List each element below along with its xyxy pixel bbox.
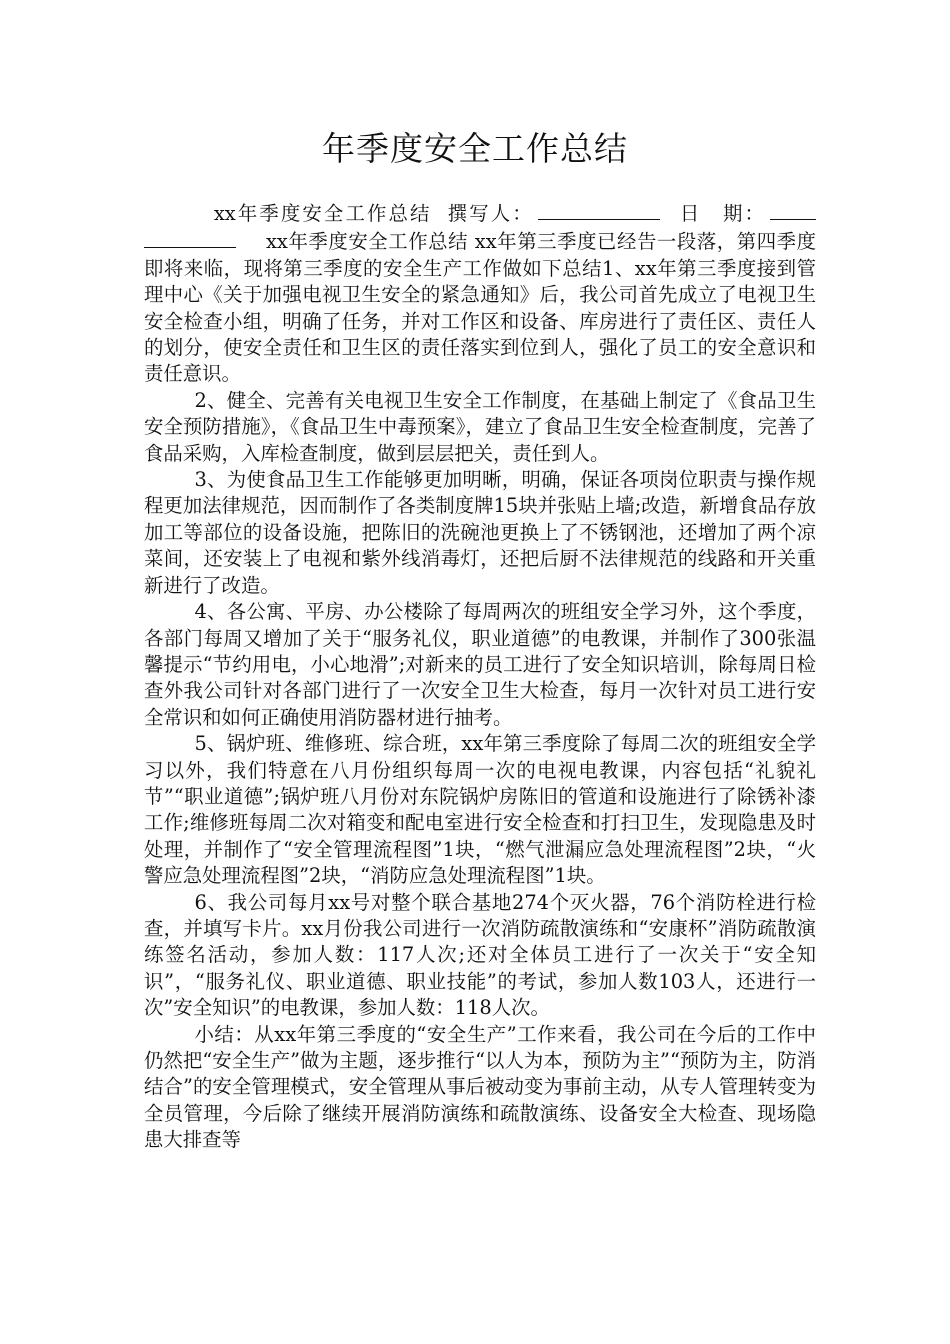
date-blank-continued xyxy=(144,227,236,248)
summary-paragraph: 小结：从xx年第三季度的“安全生产”工作来看，我公司在今后的工作中仍然把“安全生产”做为主题，逐步推行“以人为本，预防为主”“预防为主，防消结合”的安全管理模式，安全管理从事后被动变为事前主动，从专人管理转变为全员管理，今后除了继续开展消防演练和疏散演练、设备安全大检查、现场隐患大排查等 xyxy=(144,1022,816,1152)
date-label: 日 期： xyxy=(677,202,767,225)
opening-text: xx年季度安全工作总结 xx年第三季度已经告一段落，第四季度即将来临，现将第三季度的安全生产工作做如下总结1、xx年第三季度接到管理中心《关于加强电视卫生安全的紧急通知》后，我公司首先成立了电视卫生安全检查小组，明确了任务，并对工作区和设备、库房进行了责任区、责任人的划分，使安全责任和卫生区的责任落实到位到人，强化了员工的安全意识和责任意识。 xyxy=(144,230,816,386)
author-blank xyxy=(538,199,660,220)
paragraph-3: 3、为使食品卫生工作能够更加明晰，明确，保证各项岗位职责与操作规程更加法律规范，因而制作了各类制度牌15块并张贴上墙;改造，新增食品存放加工等部位的设备设施，把陈旧的洗碗池更换上了不锈钢池，还增加了两个凉菜间，还安装上了电视和紫外线消毒灯，还把后厨不法律规范的线路和开关重新进行了改造。 xyxy=(144,468,816,597)
paragraph-4: 4、各公寓、平房、办公楼除了每周两次的班组安全学习外，这个季度，各部门每周又增加了关于“服务礼仪，职业道德”的电教课，并制作了300张温馨提示“节约用电，小心地滑”;对新来的员工进行了安全知识培训，除每周日检查外我公司针对各部门进行了一次安全卫生大检查，每月一次针对员工进行安全常识和如何正确使用消防器材进行抽考。 xyxy=(144,600,816,729)
date-blank xyxy=(770,199,816,220)
header-prefix: xx年季度安全工作总结 xyxy=(213,202,432,225)
header-paragraph xyxy=(144,199,816,388)
document-body xyxy=(144,199,816,1154)
paragraph-2: 2、健全、完善有关电视卫生安全工作制度，在基础上制定了《食品卫生安全预防措施》，《食品卫生中毒预案》，建立了食品卫生安全检查制度，完善了食品采购，入库检查制度，做到层层把关，责任到人。 xyxy=(144,388,816,465)
paragraph-5: 5、锅炉班、维修班、综合班，xx年第三季度除了每周二次的班组安全学习以外，我们特意在八月份组织每周一次的电视电教课，内容包括“礼貌礼节”“职业道德”;锅炉班八月份对东院锅炉房陈旧的管道和设施进行了除锈补漆工作;维修班每周二次对箱变和配电室进行安全检查和打扫卫生，发现隐患及时处理，并制作了“安全管理流程图”1块，“燃气泄漏应急处理流程图”2块，“火警应急处理流程图”2块，“消防应急处理流程图”1块。 xyxy=(144,732,816,888)
paragraph-6: 6、我公司每月xx号对整个联合基地274个灭火器，76个消防栓进行检查，并填写卡片。xx月份我公司进行一次消防疏散演练和“安康杯”消防疏散演练签名活动，参加人数：117人次;还对全体员工进行了一次关于“安全知识”，“服务礼仪、职业道德、职业技能”的考试，参加人数103人，还进行一次”安全知识”的电教课，参加人数：118人次。 xyxy=(144,890,816,1020)
author-label: 撰写人： xyxy=(445,202,534,225)
document-title: 年季度安全工作总结 xyxy=(322,129,628,168)
